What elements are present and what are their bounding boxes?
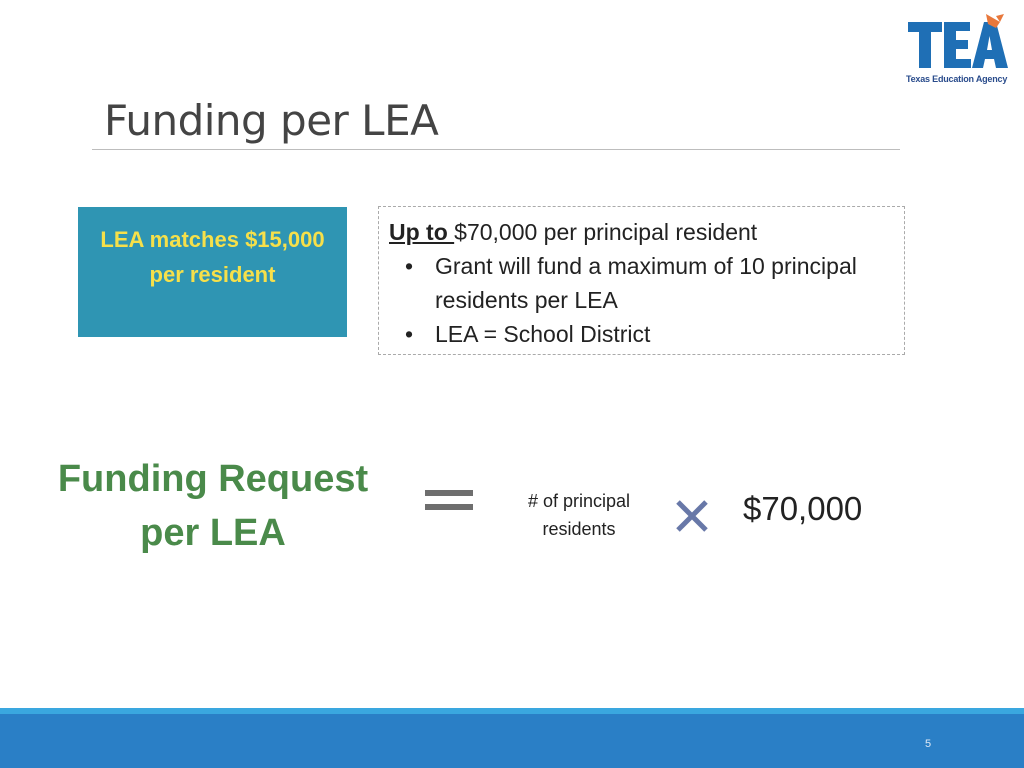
match-callout: [78, 207, 347, 337]
bullet-text: LEA = School District: [435, 321, 651, 347]
info-lead-rest: $70,000 per principal resident: [454, 219, 758, 245]
bullet-icon: •: [405, 253, 414, 279]
info-bullets: [389, 249, 894, 351]
footer-bar: [0, 714, 1024, 768]
principal-residents-line2: residents: [542, 519, 616, 539]
info-lead: [389, 215, 894, 249]
funding-request-line1: Funding Request: [57, 458, 369, 500]
multiply-icon: [672, 496, 712, 536]
equals-icon: [425, 490, 473, 512]
list-item: [389, 317, 894, 351]
title-divider: [92, 149, 900, 150]
match-text-line1: LEA matches $15,000: [100, 227, 325, 252]
bullet-icon: •: [405, 321, 414, 347]
funding-request-label: [48, 452, 378, 560]
bullet-text: Grant will fund a maximum of 10 principal residents per LEA: [435, 253, 857, 313]
match-text-line2: per resident: [149, 262, 276, 287]
funding-request-line2: per LEA: [140, 512, 286, 554]
principal-residents-label: [510, 487, 648, 543]
principal-residents-line1: # of principal: [527, 491, 631, 511]
logo-subtitle: Texas Education Agency: [906, 74, 1008, 84]
info-lead-bold: Up to: [389, 219, 455, 245]
funding-info-box: [378, 206, 905, 355]
amount-value: $70,000: [743, 490, 863, 527]
list-item: [389, 249, 894, 317]
slide-title: Funding per LEA: [104, 96, 439, 145]
page-number: 5: [925, 738, 932, 750]
